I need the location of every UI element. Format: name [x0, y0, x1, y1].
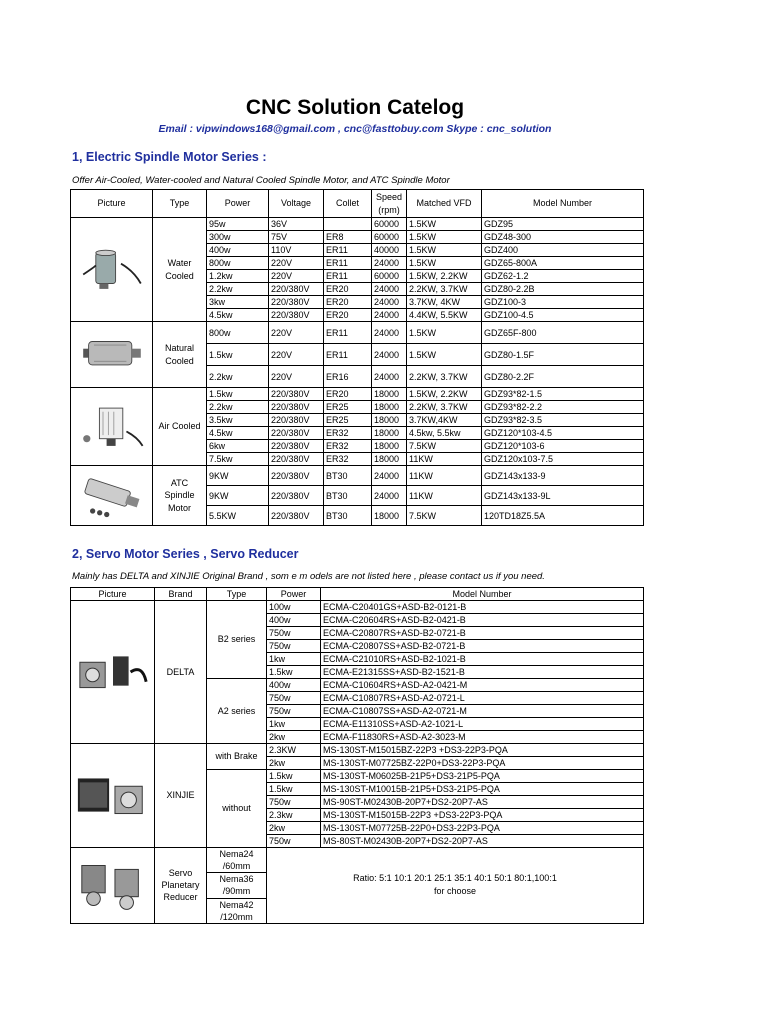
cell: 220/380V: [269, 466, 324, 486]
cell: 3.7KW, 4KW: [407, 296, 482, 309]
column-header: Picture: [71, 190, 153, 218]
cell: GDZ62-1.2: [482, 270, 644, 283]
cell: 220/380V: [269, 506, 324, 526]
ratio-note: for choose: [433, 886, 477, 897]
cell: ECMA-C20604RS+ASD-B2-0421-B: [321, 614, 644, 627]
cell: 1.5KW, 2.2KW: [407, 388, 482, 401]
cell: 4.5kw: [207, 427, 269, 440]
type-without-brake: without: [207, 770, 267, 848]
cell: 750w: [267, 796, 321, 809]
cell: 1.5KW: [407, 218, 482, 231]
cell: 220/380V: [269, 427, 324, 440]
cell: 220/380V: [269, 283, 324, 296]
brand-reducer: Servo Planetary Reducer: [155, 848, 207, 924]
planetary-reducer-image: [71, 848, 155, 924]
table-row: [71, 388, 644, 401]
reducer-type: Nema36 /90mm: [207, 873, 267, 898]
column-header: Speed (rpm): [372, 190, 407, 218]
cell: 1.5KW: [407, 257, 482, 270]
cell: ECMA-C20807SS+ASD-B2-0721-B: [321, 640, 644, 653]
cell: 1.2kw: [207, 270, 269, 283]
cell: 2.2KW, 3.7KW: [407, 366, 482, 388]
column-header: Type: [207, 588, 267, 601]
cell: GDZ80-1.5F: [482, 344, 644, 366]
cell: [324, 218, 372, 231]
cell: 1.5KW: [407, 244, 482, 257]
cell: 220/380V: [269, 309, 324, 322]
cell: 18000: [372, 388, 407, 401]
cell: GDZ65-800A: [482, 257, 644, 270]
cell: ER11: [324, 344, 372, 366]
cell: 1.5kw: [207, 344, 269, 366]
cell: 24000: [372, 296, 407, 309]
cell: 1.5KW: [407, 231, 482, 244]
cell: ECMA-C20401GS+ASD-B2-0121-B: [321, 601, 644, 614]
cell: 11KW: [407, 486, 482, 506]
water-cooled-spindle-image: [71, 218, 153, 322]
cell: 2.2KW, 3.7KW: [407, 283, 482, 296]
column-header: Type: [153, 190, 207, 218]
column-header: Power: [207, 190, 269, 218]
cell: 24000: [372, 309, 407, 322]
cell: BT30: [324, 506, 372, 526]
cell: ER20: [324, 283, 372, 296]
cell: 400w: [267, 614, 321, 627]
column-header: Voltage: [269, 190, 324, 218]
cell: 9KW: [207, 486, 269, 506]
cell: 11KW: [407, 466, 482, 486]
spindle-type: Natural Cooled: [153, 322, 207, 388]
cell: 300w: [207, 231, 269, 244]
cell: 6kw: [207, 440, 269, 453]
cell: 220/380V: [269, 414, 324, 427]
cell: 60000: [372, 270, 407, 283]
cell: BT30: [324, 466, 372, 486]
cell: 750w: [267, 627, 321, 640]
column-header: Picture: [71, 588, 155, 601]
cell: GDZ93*82-3.5: [482, 414, 644, 427]
cell: 2.2kw: [207, 366, 269, 388]
cell: 18000: [372, 414, 407, 427]
cell: 220/380V: [269, 486, 324, 506]
cell: 18000: [372, 427, 407, 440]
cell: GDZ100-4.5: [482, 309, 644, 322]
cell: 1.5kw: [207, 388, 269, 401]
table-row: [71, 848, 644, 873]
type-a2: A2 series: [207, 679, 267, 744]
table-row: [71, 466, 644, 486]
cell: 24000: [372, 322, 407, 344]
cell: 2kw: [267, 731, 321, 744]
cell: 220V: [269, 322, 324, 344]
cell: 750w: [267, 692, 321, 705]
cell: 1.5kw: [267, 783, 321, 796]
cell: MS-130ST-M15015B-22P3 +DS3-22P3-PQA: [321, 809, 644, 822]
cell: 1.5kw: [267, 770, 321, 783]
cell: 2kw: [267, 822, 321, 835]
cell: MS-130ST-M07725BZ-22P0+DS3-22P3-PQA: [321, 757, 644, 770]
cell: 24000: [372, 344, 407, 366]
cell: 4.4KW, 5.5KW: [407, 309, 482, 322]
section1-intro: Offer Air-Cooled, Water-cooled and Natural Cooled Spindle Motor, and ATC Spindle Motor: [72, 175, 450, 186]
cell: 120TD18Z5.5A: [482, 506, 644, 526]
cell: 24000: [372, 486, 407, 506]
cell: 750w: [267, 835, 321, 848]
cell: GDZ80-2.2B: [482, 283, 644, 296]
cell: 1.5KW, 2.2KW: [407, 270, 482, 283]
cell: ECMA-F11830RS+ASD-A2-3023-M: [321, 731, 644, 744]
cell: 220/380V: [269, 440, 324, 453]
cell: ER25: [324, 401, 372, 414]
spindle-motor-table: [70, 189, 644, 526]
cell: 800w: [207, 322, 269, 344]
cell: 18000: [372, 506, 407, 526]
cell: 4.5kw, 5.5kw: [407, 427, 482, 440]
cell: ER11: [324, 244, 372, 257]
cell: ER25: [324, 414, 372, 427]
cell: 60000: [372, 218, 407, 231]
cell: 60000: [372, 231, 407, 244]
table-row: [71, 601, 644, 614]
cell: ECMA-E21315SS+ASD-B2-1521-B: [321, 666, 644, 679]
cell: MS-130ST-M06025B-21P5+DS3-21P5-PQA: [321, 770, 644, 783]
cell: MS-130ST-M15015BZ-22P3 +DS3-22P3-PQA: [321, 744, 644, 757]
cell: ER20: [324, 388, 372, 401]
cell: 24000: [372, 283, 407, 296]
cell: GDZ48-300: [482, 231, 644, 244]
cell: 220V: [269, 366, 324, 388]
table-row: [71, 218, 644, 231]
cell: ER20: [324, 296, 372, 309]
cell: 18000: [372, 453, 407, 466]
cell: MS-130ST-M07725B-22P0+DS3-22P3-PQA: [321, 822, 644, 835]
spindle-type: Water Cooled: [153, 218, 207, 322]
brand-delta: DELTA: [155, 601, 207, 744]
cell: 2kw: [267, 757, 321, 770]
cell: ER32: [324, 427, 372, 440]
spindle-type: Air Cooled: [153, 388, 207, 466]
cell: 5.5KW: [207, 506, 269, 526]
cell: 400w: [267, 679, 321, 692]
cell: 7.5KW: [407, 440, 482, 453]
cell: 3.5kw: [207, 414, 269, 427]
cell: 220V: [269, 257, 324, 270]
brand-xinjie: XINJIE: [155, 744, 207, 848]
cell: 110V: [269, 244, 324, 257]
cell: ECMA-E11310SS+ASD-A2-1021-L: [321, 718, 644, 731]
atc-spindle-image: [71, 466, 153, 526]
contact-line: Email : vipwindows168@gmail.com , cnc@fasttobuy.com Skype : cnc_solution: [158, 123, 552, 135]
cell: GDZ93*82-1.5: [482, 388, 644, 401]
cell: 2.2KW, 3.7KW: [407, 401, 482, 414]
column-header: Model Number: [321, 588, 644, 601]
reducer-type: Nema42 /120mm: [207, 898, 267, 923]
cell: ER16: [324, 366, 372, 388]
cell: 2.2kw: [207, 401, 269, 414]
cell: 18000: [372, 440, 407, 453]
cell: 7.5kw: [207, 453, 269, 466]
column-header: Power: [267, 588, 321, 601]
cell: ECMA-C10807RS+ASD-A2-0721-L: [321, 692, 644, 705]
cell: 1kw: [267, 718, 321, 731]
section1-heading: 1, Electric Spindle Motor Series :: [72, 150, 267, 164]
cell: MS-130ST-M10015B-21P5+DS3-21P5-PQA: [321, 783, 644, 796]
cell: 75V: [269, 231, 324, 244]
cell: 220/380V: [269, 296, 324, 309]
cell: ECMA-C10604RS+ASD-A2-0421-M: [321, 679, 644, 692]
cell: 24000: [372, 257, 407, 270]
cell: 18000: [372, 401, 407, 414]
cell: 9KW: [207, 466, 269, 486]
ratio-text: Ratio: 5:1 10:1 20:1 25:1 35:1 40:1 50:1 80:1,100:1: [353, 872, 557, 883]
cell: 1.5KW: [407, 322, 482, 344]
cell: 1.5KW: [407, 344, 482, 366]
cell: 95w: [207, 218, 269, 231]
spindle-type: ATC Spindle Motor: [153, 466, 207, 526]
cell: 4.5kw: [207, 309, 269, 322]
cell: 220V: [269, 270, 324, 283]
cell: ER20: [324, 309, 372, 322]
cell: 3kw: [207, 296, 269, 309]
cell: ECMA-C10807SS+ASD-A2-0721-M: [321, 705, 644, 718]
table-header-row: [71, 190, 644, 218]
servo-motor-table: [70, 587, 644, 924]
cell: 2.3KW: [267, 744, 321, 757]
cell: 220/380V: [269, 453, 324, 466]
cell: ER11: [324, 257, 372, 270]
xinjie-servo-image: [71, 744, 155, 848]
table-header-row: [71, 588, 644, 601]
column-header: Matched VFD: [407, 190, 482, 218]
cell: GDZ120x103-7.5: [482, 453, 644, 466]
column-header: Model Number: [482, 190, 644, 218]
cell: BT30: [324, 486, 372, 506]
cell: GDZ95: [482, 218, 644, 231]
cell: ECMA-C21010RS+ASD-B2-1021-B: [321, 653, 644, 666]
cell: 100w: [267, 601, 321, 614]
cell: ECMA-C20807RS+ASD-B2-0721-B: [321, 627, 644, 640]
cell: 1kw: [267, 653, 321, 666]
cell: 750w: [267, 640, 321, 653]
cell: 2.3kw: [267, 809, 321, 822]
table-row: [71, 322, 644, 344]
cell: 24000: [372, 366, 407, 388]
cell: 7.5KW: [407, 506, 482, 526]
cell: 1.5kw: [267, 666, 321, 679]
type-with-brake: with Brake: [207, 744, 267, 770]
delta-servo-image: [71, 601, 155, 744]
cell: 400w: [207, 244, 269, 257]
cell: GDZ400: [482, 244, 644, 257]
page-title: CNC Solution Catelog: [245, 96, 465, 119]
cell: ER32: [324, 453, 372, 466]
column-header: Brand: [155, 588, 207, 601]
cell: MS-90ST-M02430B-20P7+DS2-20P7-AS: [321, 796, 644, 809]
cell: 3.7KW,4KW: [407, 414, 482, 427]
cell: 220V: [269, 344, 324, 366]
air-cooled-spindle-image: [71, 388, 153, 466]
cell: 750w: [267, 705, 321, 718]
reducer-ratio: [267, 848, 644, 924]
cell: 2.2kw: [207, 283, 269, 296]
cell: GDZ65F-800: [482, 322, 644, 344]
table-row: [71, 744, 644, 757]
cell: ER11: [324, 270, 372, 283]
cell: 40000: [372, 244, 407, 257]
natural-cooled-spindle-image: [71, 322, 153, 388]
cell: 24000: [372, 466, 407, 486]
cell: ER8: [324, 231, 372, 244]
cell: 11KW: [407, 453, 482, 466]
cell: ER32: [324, 440, 372, 453]
cell: GDZ120*103-6: [482, 440, 644, 453]
cell: GDZ93*82-2.2: [482, 401, 644, 414]
cell: 220/380V: [269, 388, 324, 401]
reducer-type: Nema24 /60mm: [207, 848, 267, 873]
cell: GDZ120*103-4.5: [482, 427, 644, 440]
cell: 800w: [207, 257, 269, 270]
cell: GDZ143x133-9: [482, 466, 644, 486]
cell: ER11: [324, 322, 372, 344]
section2-heading: 2, Servo Motor Series , Servo Reducer: [72, 547, 299, 561]
cell: 36V: [269, 218, 324, 231]
cell: MS-80ST-M02430B-20P7+DS2-20P7-AS: [321, 835, 644, 848]
cell: GDZ80-2.2F: [482, 366, 644, 388]
column-header: Collet: [324, 190, 372, 218]
type-b2: B2 series: [207, 601, 267, 679]
cell: GDZ100-3: [482, 296, 644, 309]
cell: 220/380V: [269, 401, 324, 414]
cell: GDZ143x133-9L: [482, 486, 644, 506]
section2-intro: Mainly has DELTA and XINJIE Original Brand , som e m odels are not listed here , please contact us if you need.: [72, 571, 545, 582]
